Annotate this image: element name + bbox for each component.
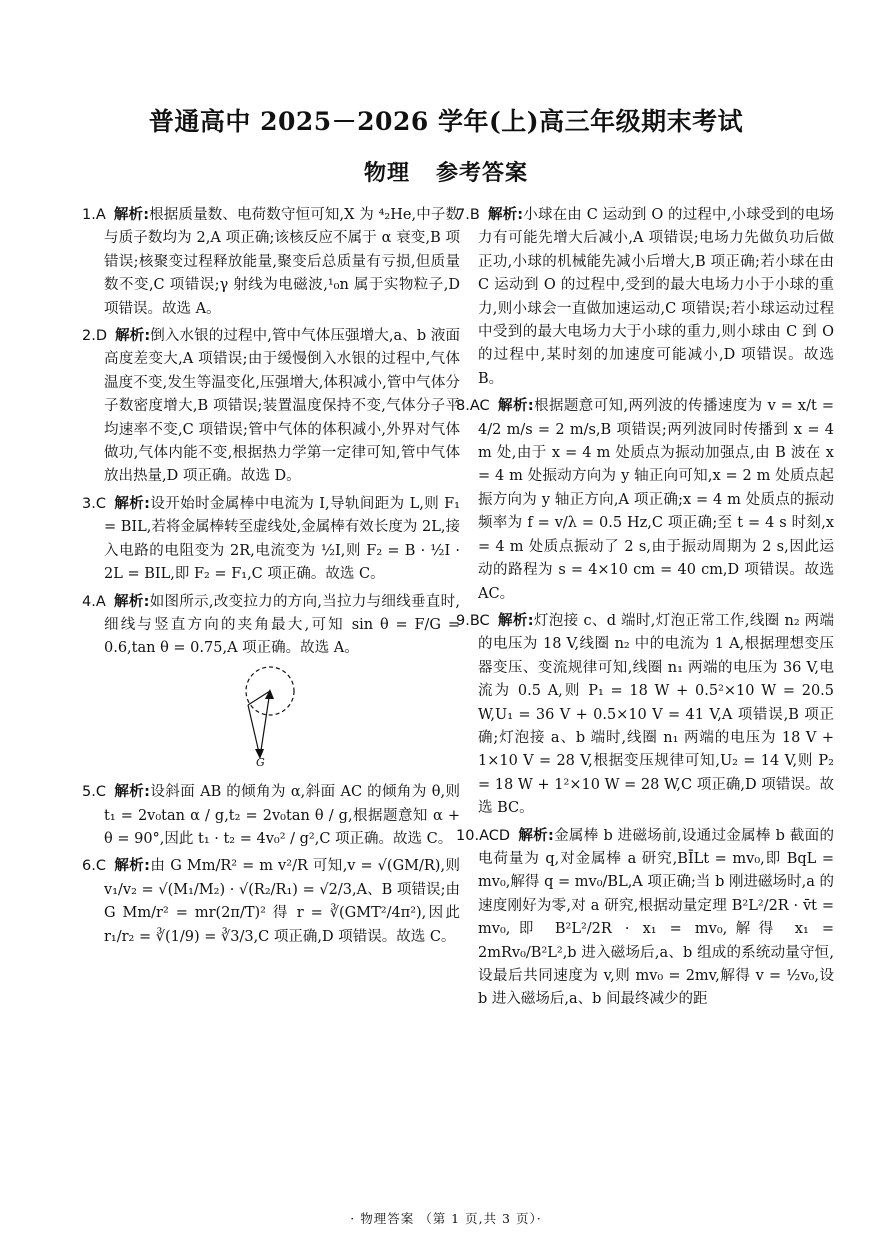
answer-item-7: 7.B 解析:小球在由 C 运动到 O 的过程中,小球受到的电场力有可能先增大后减小,A 项错误;电场力先做负功后做正功,小球的机械能先减小后增大,B 项正确;若小球在由 C 运动到 O 的过程中,受到的最大电场力小于小球的重力,则小球会一直做加速运动,C 项错误;若小球运动过程中受到的最大电场力大于小球的重力,则小球由 C 到 O 的过程中,某时刻的加速度可能减小,D 项错误。故选 B。 [456, 207, 834, 387]
exam-title: 普通高中 2025－2026 学年(上)高三年级期末考试 [148, 107, 744, 136]
answer-item-8: 8.AC 解析:根据题意可知,两列波的传播速度为 v = x/t = 4/2 m/s = 2 m/s,B 项错误;两列波同时传播到 x = 4 m 处,由于 x = 4 m 处质点为振动加强点,由 B 波在 x = 4 m 处振动方向为 y 轴正向可知,x = 2 m 处质点起振方向为 y 轴正方向,A 项正确;x = 4 m 处质点的振动频率为 f = v/λ = 0.5 Hz,C 项正确;至 t = 4 s 时刻,x = 4 m 处质点振动了 2 s,由于振动周期为 2 s,因此运动的路程为 s = 4×10 cm = 40 cm,D 项错误。故选 AC。 [456, 398, 834, 602]
subject-label: 物理 [363, 160, 410, 186]
answer-item-10: 10.ACD 解析:金属棒 b 进磁场前,设通过金属棒 b 截面的电荷量为 q,对金属棒 a 研究,BĪLt = mv₀,即 BqL = mv₀,解得 q = mv₀/BL,A 项正确;当 b 刚进磁场时,a 的速度刚好为零,对 a 研究,根据动量定理 B²L²/2R · v̄t = mv₀,即 B²L²/2R · x₁ = mv₀,解得 x₁ = 2mRv₀/B²L²,b 进入磁场后,a、b 组成的系统动量守恒,设最后共同速度为 v,则 mv₀ = 2mv,解得 v = ½v₀,设 b 进入磁场后,a、b 间最终减少的距 [456, 827, 834, 1008]
page-footer: · 物理答案 （第 1 页,共 3 页）· [350, 1211, 542, 1226]
answer-item-9: 9.BC 解析:灯泡接 c、d 端时,灯泡正常工作,线圈 n₂ 两端的电压为 18 V,线圈 n₂ 中的电流为 1 A,根据理想变压器变压、变流规律可知,线圈 n₁ 两端的电压为 36 V,电流为 0.5 A,则 P₁ = 18 W + 0.5²×10 W = 20.5 W,U₁ = 36 V + 0.5×10 V = 41 V,A 项错误,B 项正确;灯泡接 a、b 端时,线圈 n₁ 两端的电压为 18 V + 1×10 V = 28 V,根据变压规律可知,U₂ = 14 V,则 P₂ = 18 W + 1²×10 W = 28 W,C 项正确,D 项错误。故选 BC。 [456, 612, 834, 817]
answer-item-3: 3.C 解析:设开始时金属棒中电流为 I,导轨间距为 L,则 F₁ = BIL,若将金属棒转至虚线处,金属棒有效长度为 2L,接入电路的电阻变为 2R,电流变为 ½I,则 F₂ = B · ½I · 2L = BIL,即 F₂ = F₁,C 项正确。故选 C。 [82, 495, 460, 583]
answer-item-4: 4.A 解析:如图所示,改变拉力的方向,当拉力与细线垂直时,细线与竖直方向的夹角最大,可知 sin θ = F/G = 0.6,tan θ = 0.75,A 项正确。故选 A。 [82, 593, 460, 657]
right-column [456, 204, 834, 1016]
exam-subtitle [0, 156, 892, 187]
gravity-label: G [256, 755, 265, 767]
answer-key-label: 参考答案 [436, 160, 529, 186]
answer-item-5: 5.C 解析:设斜面 AB 的倾角为 α,斜面 AC 的倾角为 θ,则 t₁ = 2v₀tan α / g,t₂ = 2v₀tan θ / g,根据题意知 α + θ = 90°,因此 t₁ · t₂ = 4v₀² / g²,C 项正确。故选 C。 [82, 784, 460, 847]
force-diagram [82, 665, 460, 767]
left-column [82, 204, 460, 953]
answer-item-6: 6.C 解析:由 G Mm/R² = m v²/R 可知,v = √(GM/R),则 v₁/v₂ = √(M₁/M₂) · √(R₂/R₁) = √2/3,A、B 项错误;由 G Mm/r² = mr(2π/T)² 得 r = ∛(GMT²/4π²),因此 r₁/r₂ = ∛(1/9) = ∛3/3,C 项正确,D 项错误。故选 C。 [82, 858, 460, 945]
tension-arrow [260, 691, 270, 757]
answer-item-1: 1.A 解析:根据质量数、电荷数守恒可知,X 为 ⁴₂He,中子数与质子数均为 2,A 项正确;该核反应不属于 α 衰变,B 项错误;核聚变过程释放能量,聚变后总质量有亏损,但质量数不变,C 项错误;γ 射线为电磁波,¹₀n 属于实物粒子,D 项错误。故选 A。 [82, 207, 460, 317]
answer-item-2: 2.D 解析:倒入水银的过程中,管中气体压强增大,a、b 液面高度差变大,A 项错误;由于缓慢倒入水银的过程中,气体温度不变,发生等温变化,压强增大,体积减小,管中气体分子数密度增大,B 项错误;装置温度保持不变,气体分子平均速率不变,C 项错误;管中气体的体积减小,外界对气体做功,气体内能不变,根据热力学第一定律可知,管中气体放出热量,D 项正确。故选 D。 [82, 328, 460, 485]
